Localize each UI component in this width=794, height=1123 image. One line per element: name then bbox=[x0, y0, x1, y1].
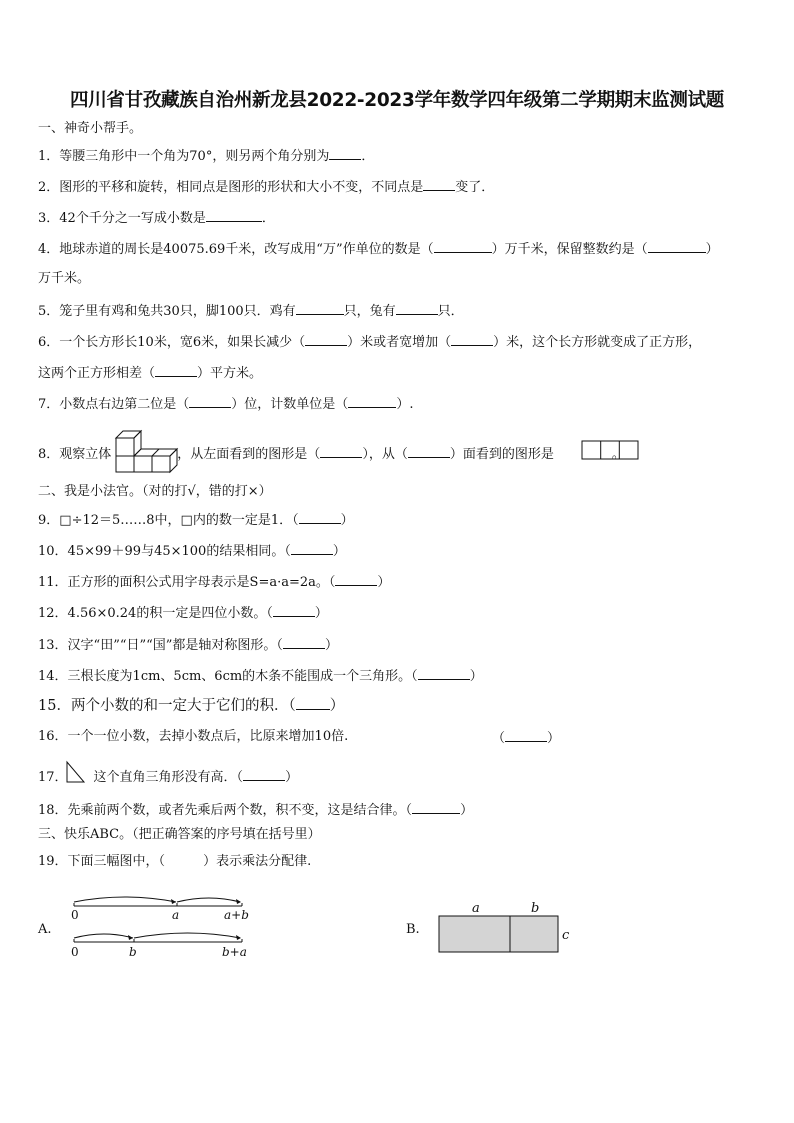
question-17: 17． 这个直角三角形没有高．（ ） bbox=[38, 770, 299, 785]
side-a-label: a bbox=[472, 901, 480, 916]
question-7: 7．小数点右边第二位是（ ）位，计数单位是（ ）. bbox=[38, 397, 414, 412]
question-4: 4．地球赤道的周长是40075.69千米，改写成用“万”作单位的数是（ ）万千米，保留整数约是（ ） bbox=[38, 242, 719, 257]
question-2: 2．图形的平移和旋转，相同点是图形的形状和大小不变，不同点是 变了． bbox=[38, 180, 495, 195]
question-9: 9．□÷12＝5……8中，□内的数一定是1．（ ） bbox=[38, 513, 354, 528]
side-c-label: c bbox=[562, 928, 570, 943]
section-heading-3: 三、快乐ABC。（把正确答案的序号填在括号里） bbox=[38, 827, 321, 842]
question-13: 13．汉字“田”“日”“国”都是轴对称图形。（ ） bbox=[38, 638, 338, 653]
answer-blank[interactable] bbox=[408, 445, 450, 458]
answer-blank[interactable] bbox=[648, 240, 706, 253]
line1-end-label: a+b bbox=[224, 908, 249, 922]
question-14: 14．三根长度为1cm、5cm、6cm的木条不能围成一个三角形。（ ） bbox=[38, 669, 483, 684]
question-18: 18．先乘前两个数，或者先乘后两个数，积不变，这是结合律。（ ） bbox=[38, 803, 474, 818]
question-12: 12．4.56×0.24的积一定是四位小数。（ ） bbox=[38, 606, 328, 621]
line1-a-label: a bbox=[172, 908, 180, 922]
side-b-label: b bbox=[531, 901, 540, 916]
question-10: 10．45×99＋99与45×100的结果相同。（ ） bbox=[38, 544, 346, 559]
judge-blank[interactable] bbox=[418, 667, 470, 680]
option-b-rectangle-figure bbox=[432, 898, 582, 958]
judge-blank[interactable] bbox=[412, 801, 460, 814]
judge-blank[interactable] bbox=[243, 768, 285, 781]
line2-end-label: b+a bbox=[222, 945, 247, 959]
section-heading-1: 一、神奇小帮手。 bbox=[38, 121, 143, 136]
question-4-cont: 万千米。 bbox=[38, 271, 91, 286]
option-b-label[interactable]: B. bbox=[406, 922, 420, 937]
question-19: 19．下面三幅图中，（ ）表示乘法分配律. bbox=[38, 854, 312, 869]
question-16: 16．一个一位小数，去掉小数点后，比原来增加10倍. bbox=[38, 729, 349, 744]
question-6-cont: 这两个正方形相差（ ）平方米。 bbox=[38, 366, 263, 381]
option-a-number-lines bbox=[64, 890, 264, 962]
section-heading-2: 二、我是小法官。（对的打√，错的打×） bbox=[38, 484, 272, 499]
question-3: 3．42个千分之一写成小数是 ． bbox=[38, 211, 275, 226]
answer-blank[interactable] bbox=[434, 240, 492, 253]
judge-blank[interactable] bbox=[291, 542, 333, 555]
question-1: 1．等腰三角形中一个角为70°，则另两个角分别为 ． bbox=[38, 149, 375, 164]
answer-blank[interactable] bbox=[305, 333, 347, 346]
question-6: 6．一个长方形长10米，宽6米，如果长减少（ ）米或者宽增加（ ）米，这个长方形就变成了正方形， bbox=[38, 335, 702, 350]
answer-blank[interactable] bbox=[348, 395, 396, 408]
judge-blank[interactable] bbox=[283, 636, 325, 649]
line2-b-label: b bbox=[129, 945, 137, 959]
answer-blank[interactable] bbox=[423, 178, 455, 191]
judge-blank[interactable] bbox=[505, 729, 547, 742]
answer-blank[interactable] bbox=[320, 445, 362, 458]
answer-blank[interactable] bbox=[189, 395, 231, 408]
question-8: 8．观察立体 ，从左面看到的图形是（ ），从（ ）面看到的图形是 。 bbox=[38, 447, 625, 462]
judge-blank[interactable] bbox=[335, 573, 377, 586]
page-title: 四川省甘孜藏族自治州新龙县2022-2023学年数学四年级第二学期期末监测试题 bbox=[70, 90, 724, 111]
question-16-judge: （ ） bbox=[492, 731, 561, 746]
answer-blank[interactable] bbox=[206, 209, 262, 222]
line2-zero-label: 0 bbox=[71, 945, 79, 959]
line1-zero-label: 0 bbox=[71, 908, 79, 922]
answer-blank[interactable] bbox=[155, 364, 197, 377]
question-11: 11．正方形的面积公式用字母表示是S=a·a=2a。（ ） bbox=[38, 575, 391, 590]
answer-blank[interactable] bbox=[329, 147, 361, 160]
judge-blank[interactable] bbox=[273, 604, 315, 617]
judge-blank[interactable] bbox=[299, 511, 341, 524]
answer-blank[interactable] bbox=[451, 333, 493, 346]
question-15: 15．两个小数的和一定大于它们的积．（ ） bbox=[38, 698, 345, 714]
question-5: 5．笼子里有鸡和兔共30只，脚100只．鸡有 只，兔有 只． bbox=[38, 304, 464, 319]
cube-solid-figure bbox=[114, 426, 186, 474]
option-a-label[interactable]: A. bbox=[38, 922, 52, 937]
view-shape-three-squares bbox=[581, 440, 641, 460]
judge-blank[interactable] bbox=[296, 697, 330, 710]
right-triangle-figure bbox=[64, 760, 86, 784]
answer-blank[interactable] bbox=[296, 302, 344, 315]
answer-blank[interactable] bbox=[396, 302, 438, 315]
